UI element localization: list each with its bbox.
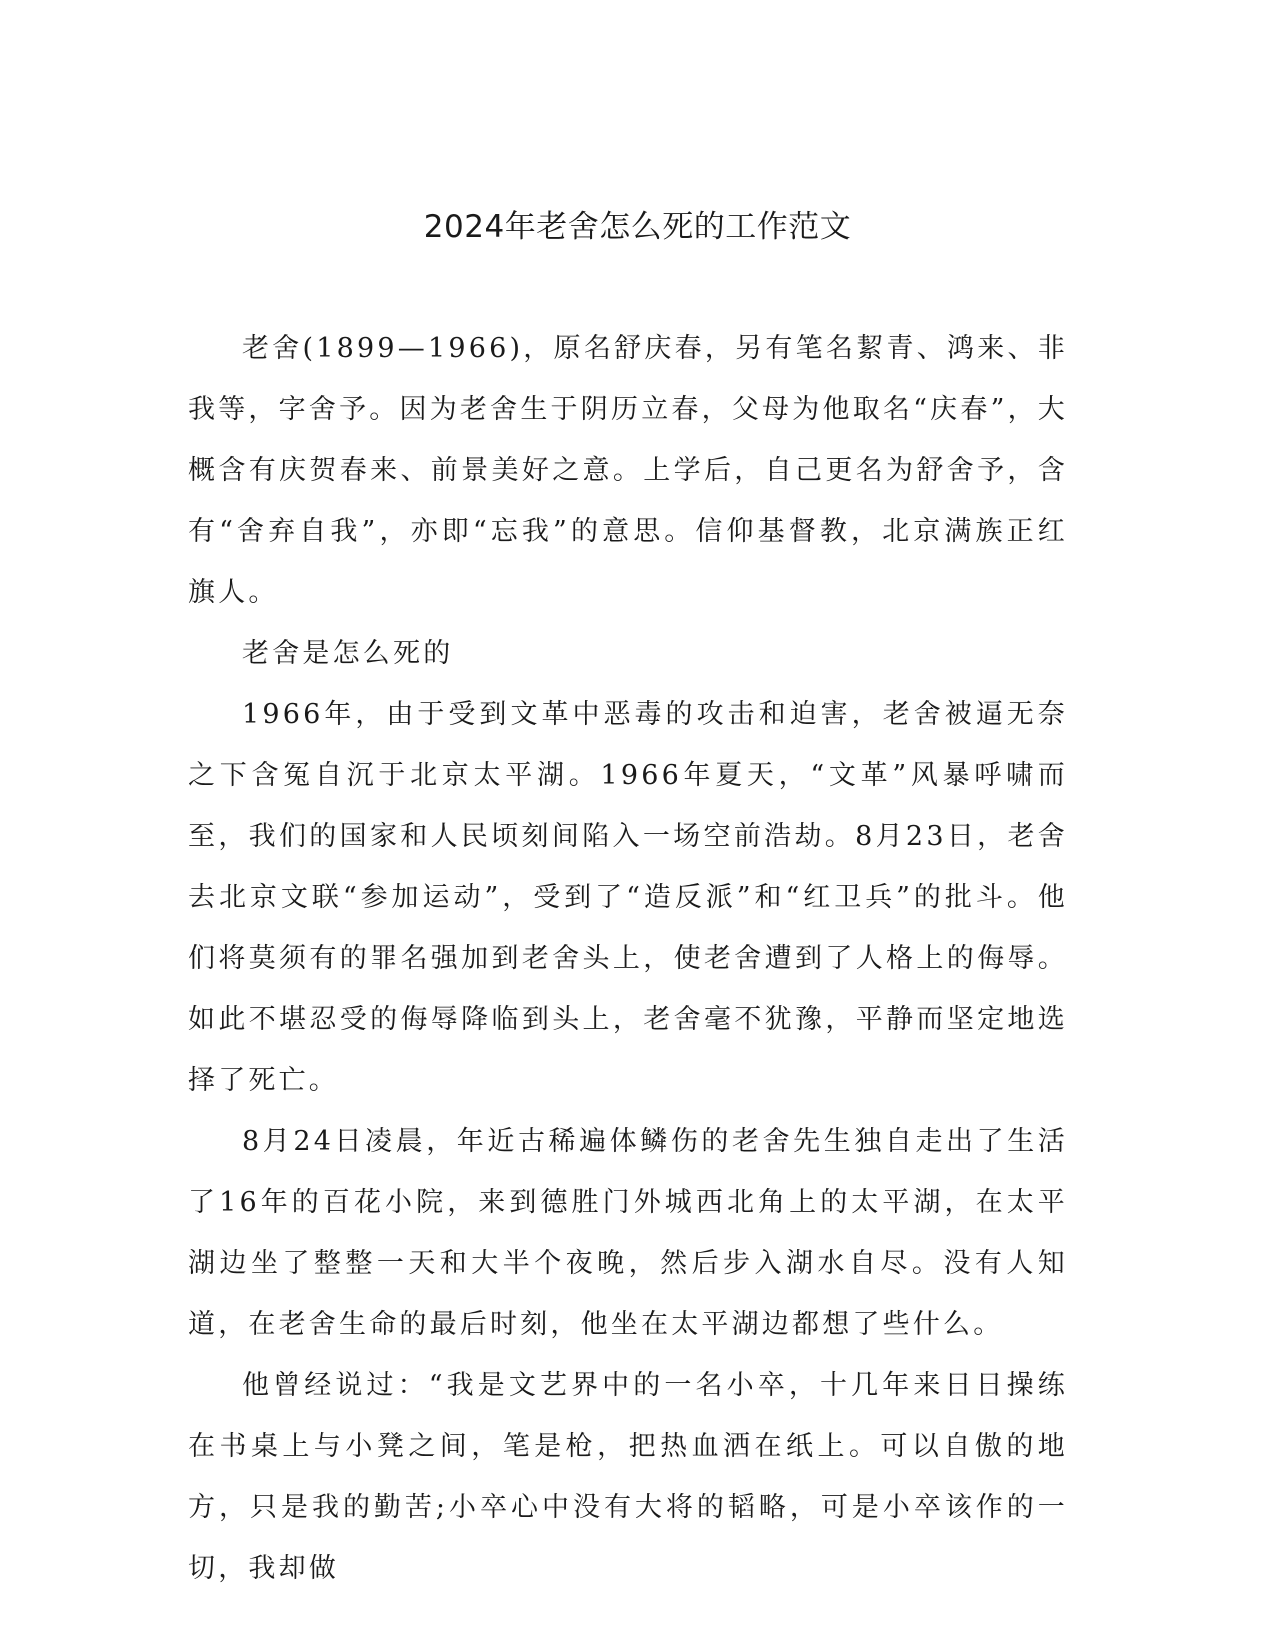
paragraph-intro: 老舍(1899—1966)，原名舒庆春，另有笔名絜青、鸿来、非我等，字舍予。因为老舍生于阴历立春，父母为他取名“庆春”，大概含有庆贺春来、前景美好之意。上学后，自己更名为舒舍予，含有“舍弃自我”，亦即“忘我”的意思。信仰基督教，北京满族正红旗人。	[188, 333, 1068, 608]
document-title: 2024年老舍怎么死的工作范文	[423, 209, 852, 245]
paragraph-subheading: 老舍是怎么死的	[242, 638, 454, 669]
paragraph-quote: 他曾经说过：“我是文艺界中的一名小卒，十几年来日日操练在书桌上与小凳之间，笔是枪，把热血洒在纸上。可以自傲的地方，只是我的勤苦;小卒心中没有大将的韬略，可是小卒该作的一切，我却做	[188, 1370, 1068, 1584]
paragraph-august-24: 8月24日凌晨，年近古稀遍体鳞伤的老舍先生独自走出了生活了16年的百花小院，来到德胜门外城西北角上的太平湖，在太平湖边坐了整整一天和大半个夜晚，然后步入湖水自尽。没有人知道，在老舍生命的最后时刻，他坐在太平湖边都想了些什么。	[188, 1126, 1068, 1340]
paragraph-death-1966: 1966年，由于受到文革中恶毒的攻击和迫害，老舍被逼无奈之下含冤自沉于北京太平湖。1966年夏天，“文革”风暴呼啸而至，我们的国家和人民顷刻间陷入一场空前浩劫。8月23日，老舍去北京文联“参加运动”，受到了“造反派”和“红卫兵”的批斗。他们将莫须有的罪名强加到老舍头上，使老舍遭到了人格上的侮辱。如此不堪忍受的侮辱降临到头上，老舍毫不犹豫，平静而坚定地选择了死亡。	[188, 699, 1068, 1096]
document-body	[188, 318, 1068, 1599]
